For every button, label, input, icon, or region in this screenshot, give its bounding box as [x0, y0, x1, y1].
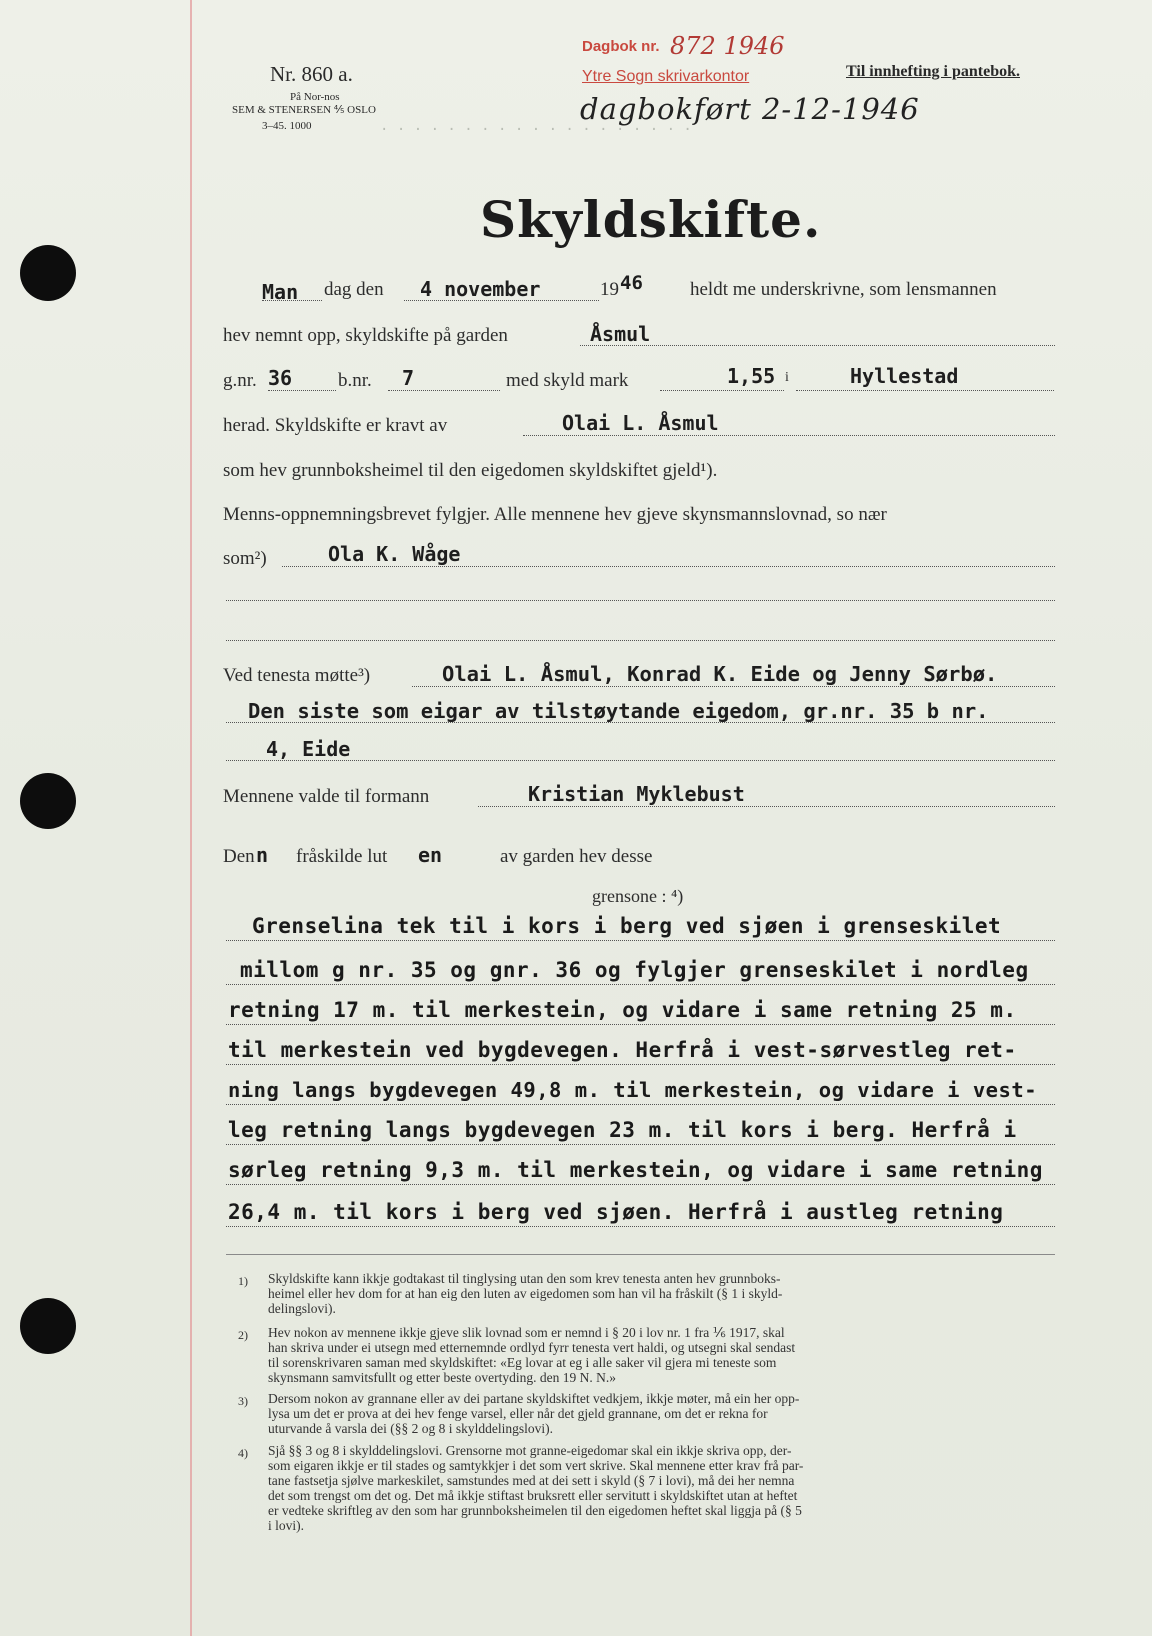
- day-prefix: Man: [262, 280, 299, 304]
- ved-line-2: Den siste som eigar av tilstøytande eigedom, gr.nr. 35 b nr.: [248, 699, 989, 723]
- fill-line: [226, 1024, 1055, 1025]
- fill-line: [268, 390, 336, 391]
- year-suffix: 46: [620, 272, 643, 294]
- fill-line: [226, 722, 1055, 723]
- herad-text: herad. Skyldskifte er kravt av: [223, 415, 448, 436]
- den-label: Den: [223, 846, 255, 867]
- boundary-line: 26,4 m. til kors i berg ved sjøen. Herfrå i austleg retning: [228, 1200, 1004, 1224]
- den-value: n: [256, 843, 269, 867]
- printer-line-3: 3–45. 1000: [262, 120, 312, 132]
- footnote-text: [268, 1391, 799, 1436]
- printer-line-2: SEM & STENERSEN ⅘ OSLO: [232, 104, 376, 116]
- footnote-number: 4): [238, 1446, 248, 1460]
- footnote-line: det som trengst om det og. Det må ikkje stiftast bruksrett eller servitutt i skyldskiftet utan at heftet: [268, 1488, 798, 1503]
- footnote-line: er vedteke skriftleg av den som har grunnboksheimelen til den eigedomen heftet skal liggja på (§ 5: [268, 1503, 802, 1518]
- som-value: Ola K. Wåge: [328, 542, 461, 566]
- stamp-dagbok-number: 872 1946: [670, 32, 785, 60]
- boundary-line: Grenselina tek til i kors i berg ved sjøen i grenseskilet: [252, 914, 1002, 938]
- boundary-line: millom g nr. 35 og gnr. 36 og fylgjer grenseskilet i nordleg: [240, 958, 1029, 982]
- fill-line: [796, 390, 1054, 391]
- footnote-text: [268, 1443, 803, 1533]
- footnote-line: heimel eller hev dom for at han eig den luten av eigedomen som han vil ha fråskilt (§ 1 i skyld-: [268, 1286, 783, 1301]
- handwritten-registration-date: dagbokført 2-12-1946: [580, 92, 920, 126]
- requester: Olai L. Åsmul: [562, 411, 719, 435]
- year-prefix: 19: [600, 279, 619, 300]
- ved-label: Ved tenesta møtte³): [223, 665, 371, 686]
- bnr-label: b.nr.: [338, 370, 372, 391]
- fill-line: [404, 300, 599, 301]
- footnote-line: delingslovi).: [268, 1301, 336, 1316]
- footnote-number: 1): [238, 1274, 248, 1288]
- fill-line: [412, 686, 1055, 687]
- pantebok-label: Til innhefting i pantebok.: [846, 63, 1020, 80]
- document-title: Skyldskifte.: [480, 190, 822, 249]
- footnote-line: i lovi).: [268, 1518, 304, 1533]
- fill-line: [226, 760, 1055, 761]
- formann-label: Mennene valde til formann: [223, 786, 430, 807]
- boundary-line: retning 17 m. til merkestein, og vidare i same retning 25 m.: [228, 998, 1017, 1022]
- fill-line: [226, 600, 1055, 601]
- footnote-line: som eigaren ikkje er til stades og samtykkjer i det som vert skrive. Skal mennene etter krav frå par-: [268, 1458, 804, 1473]
- printer-line-1: På Nor-nos: [290, 91, 340, 103]
- footnote-separator: [226, 1254, 1055, 1255]
- av-garden: av garden hev desse: [500, 846, 653, 867]
- fill-line: [226, 1064, 1055, 1065]
- bleed-through-text: . . . . . . . . . . . . . . . . . . .: [380, 118, 692, 134]
- heimel-line: som hev grunnboksheimel til den eigedomen skyldskiftet gjeld¹).: [223, 460, 718, 481]
- fill-line: [388, 390, 500, 391]
- fraskilde-label: fråskilde lut: [296, 846, 388, 867]
- fill-line: [660, 390, 784, 391]
- municipality: Hyllestad: [850, 364, 959, 388]
- form-number: Nr. 860 a.: [270, 62, 353, 86]
- punch-hole-bottom: [20, 1298, 76, 1354]
- menns-line: Menns-oppnemningsbrevet fylgjer. Alle mennene hev gjeve skynsmannslovnad, so nær: [223, 504, 887, 525]
- skyld-value: 1,55: [727, 364, 776, 388]
- gnr-label: g.nr.: [223, 370, 257, 391]
- footnote-line: skynsmann samvitsfullt og etter beste overtyding. den 19 N. N.»: [268, 1370, 616, 1385]
- grensone-label: grensone : ⁴): [592, 886, 684, 906]
- footnote-line: uturvande å varsla dei (§§ 2 og 8 i skylddelingslovi).: [268, 1421, 553, 1436]
- boundary-line: til merkestein ved bygdevegen. Herfrå i vest-sørvestleg ret-: [228, 1038, 1017, 1062]
- footnote-text: [268, 1271, 782, 1316]
- fill-line: [226, 1104, 1055, 1105]
- stamp-dagbok-label: Dagbok nr.: [582, 38, 660, 55]
- skyld-suffix: i: [785, 370, 789, 385]
- footnote-number: 2): [238, 1328, 248, 1342]
- footnote-line: Skyldskifte kann ikkje godtakast til tinglysing utan den som krev tenesta anten hev grunnboks-: [268, 1271, 781, 1286]
- footnote-line: Dersom nokon av grannane eller av dei partane skyldskiftet vedkjem, ikkje møter, må ein her opp-: [268, 1391, 800, 1406]
- skyld-label: med skyld mark: [506, 370, 629, 391]
- fill-line: [282, 566, 1055, 567]
- boundary-line: sørleg retning 9,3 m. til merkestein, og vidare i same retning: [228, 1158, 1043, 1182]
- punch-hole-top: [20, 245, 76, 301]
- fill-line: [226, 640, 1055, 641]
- footnote-line: lysa um det er prova at dei hev fenge varsel, eller når det gjeld grannane, om det er rekna for: [268, 1406, 768, 1421]
- footnote-line: tane fastsetja sjølve markeskilet, samstundes med at dei sett i skyld (§ 7 i lovi), må dei her nemna: [268, 1473, 795, 1488]
- farm-name: Åsmul: [590, 322, 651, 346]
- ved-line-1: Olai L. Åsmul, Konrad K. Eide og Jenny Sørbø.: [442, 662, 998, 686]
- line2-text: hev nemnt opp, skyldskifte på garden: [223, 325, 508, 346]
- fill-line: [226, 984, 1055, 985]
- fill-line: [226, 1184, 1055, 1185]
- held-text: heldt me underskrivne, som lensmannen: [690, 279, 997, 300]
- ved-line-3: 4, Eide: [266, 737, 351, 761]
- fill-line: [478, 806, 1055, 807]
- boundary-line: ning langs bygdevegen 49,8 m. til merkestein, og vidare i vest-: [228, 1078, 1038, 1102]
- footnote-line: til sorenskrivaren saman med skyldskiftet: «Eg lovar at eg i alle saker vil gjera mi teneste som: [268, 1355, 777, 1370]
- fill-line: [226, 1144, 1055, 1145]
- footnote-text: [268, 1325, 795, 1385]
- date-value: 4 november: [420, 277, 541, 301]
- footnote-number: 3): [238, 1394, 248, 1408]
- punch-hole-middle: [20, 773, 76, 829]
- bnr-value: 7: [402, 366, 415, 390]
- footnote-line: Hev nokon av mennene ikkje gjeve slik lovnad som er nemnd i § 20 i lov nr. 1 fra ⅙ 1917, skal: [268, 1325, 785, 1340]
- fill-line: [580, 345, 1055, 346]
- day-label: dag den: [324, 279, 384, 300]
- fill-line: [226, 1226, 1055, 1227]
- gnr-value: 36: [268, 366, 293, 390]
- stamp-office: Ytre Sogn skrivarkontor: [582, 68, 750, 85]
- boundary-line: leg retning langs bygdevegen 23 m. til kors i berg. Herfrå i: [228, 1118, 1017, 1142]
- fill-line: [523, 435, 1055, 436]
- fraskilde-value: en: [418, 843, 443, 867]
- footnote-line: Sjå §§ 3 og 8 i skylddelingslovi. Grensorne mot granne-eigedomar skal ein ikkje skriva opp, der-: [268, 1443, 792, 1458]
- fill-line: [226, 940, 1055, 941]
- som-label: som²): [223, 548, 267, 569]
- formann-value: Kristian Myklebust: [528, 782, 745, 806]
- red-margin-line: [190, 0, 192, 1636]
- footnote-line: han skriva under ei utsegn med etternemnde ordlyd fyrr tenesta vert haldi, og utsegni skal sendast: [268, 1340, 796, 1355]
- fill-line: [262, 300, 322, 301]
